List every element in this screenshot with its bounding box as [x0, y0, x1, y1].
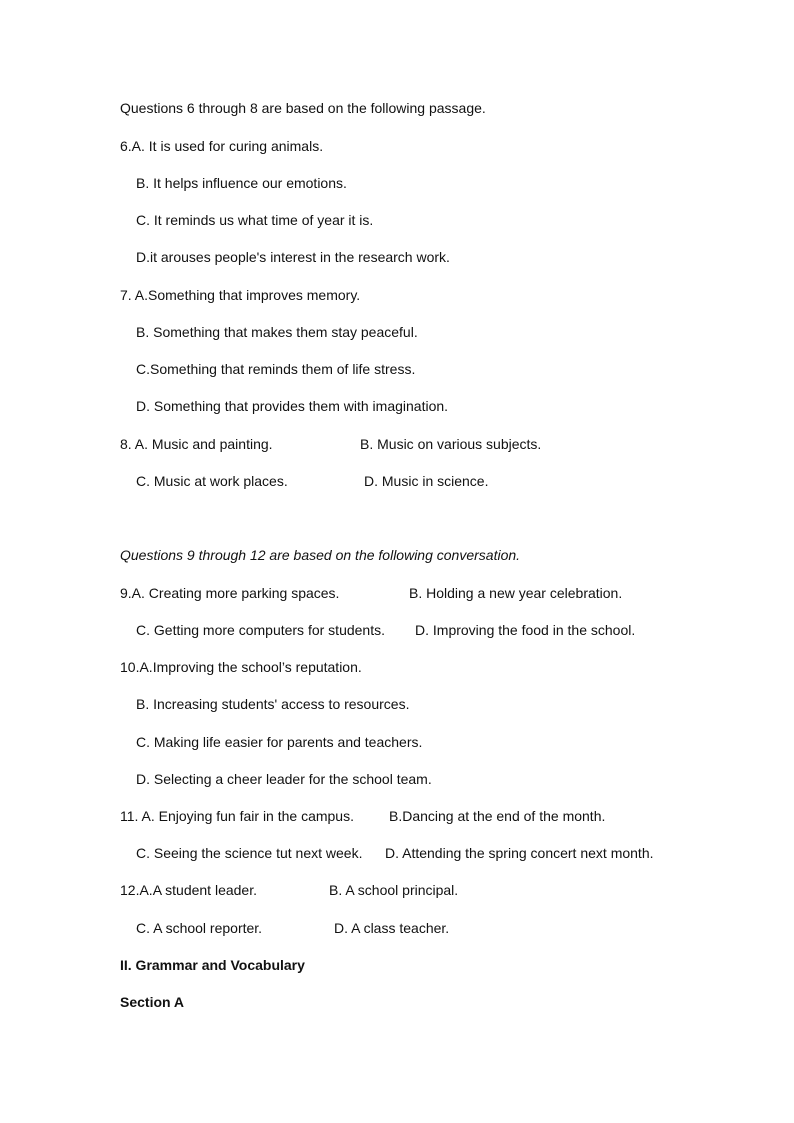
q11-option-c: C. Seeing the science tut next week. — [136, 845, 363, 861]
q6-option-a: 6.A. It is used for curing animals. — [120, 138, 324, 154]
q11-option-a: 11. A. Enjoying fun fair in the campus. — [120, 808, 354, 824]
q11-option-d: D. Attending the spring concert next month. — [385, 845, 654, 861]
part-ii-heading: II. Grammar and Vocabulary — [120, 957, 305, 973]
q11-option-b: B.Dancing at the end of the month. — [389, 808, 606, 824]
q10-option-d: D. Selecting a cheer leader for the school team. — [136, 771, 432, 787]
q7-option-c: C.Something that reminds them of life stress. — [136, 361, 416, 377]
q10-option-c: C. Making life easier for parents and teachers. — [136, 734, 423, 750]
section-a-heading: Section A — [120, 994, 185, 1010]
q7-option-d: D. Something that provides them with imagination. — [136, 398, 449, 414]
q9-option-c: C. Getting more computers for students. — [136, 622, 385, 638]
q12-option-d: D. A class teacher. — [334, 920, 450, 936]
q10-option-b: B. Increasing students' access to resources. — [136, 696, 410, 712]
q7-option-a: 7. A.Something that improves memory. — [120, 287, 361, 303]
q12-option-a: 12.A.A student leader. — [120, 882, 257, 898]
q9-option-a: 9.A. Creating more parking spaces. — [120, 585, 340, 601]
q8-option-d: D. Music in science. — [364, 473, 489, 489]
q10-option-a: 10.A.Improving the school’s reputation. — [120, 659, 362, 675]
q9-option-b: B. Holding a new year celebration. — [409, 585, 623, 601]
q12-option-c: C. A school reporter. — [136, 920, 263, 936]
conversation-intro: Questions 9 through 12 are based on the following conversation. — [120, 547, 521, 563]
q6-option-b: B. It helps influence our emotions. — [136, 175, 347, 191]
passage-intro: Questions 6 through 8 are based on the following passage. — [120, 100, 486, 116]
q9-option-d: D. Improving the food in the school. — [415, 622, 636, 638]
q8-option-b: B. Music on various subjects. — [360, 436, 542, 452]
q6-option-c: C. It reminds us what time of year it is. — [136, 212, 374, 228]
q6-option-d: D.it arouses people's interest in the research work. — [136, 249, 450, 265]
q12-option-b: B. A school principal. — [329, 882, 459, 898]
q8-option-a: 8. A. Music and painting. — [120, 436, 273, 452]
q7-option-b: B. Something that makes them stay peaceful. — [136, 324, 418, 340]
q8-option-c: C. Music at work places. — [136, 473, 288, 489]
